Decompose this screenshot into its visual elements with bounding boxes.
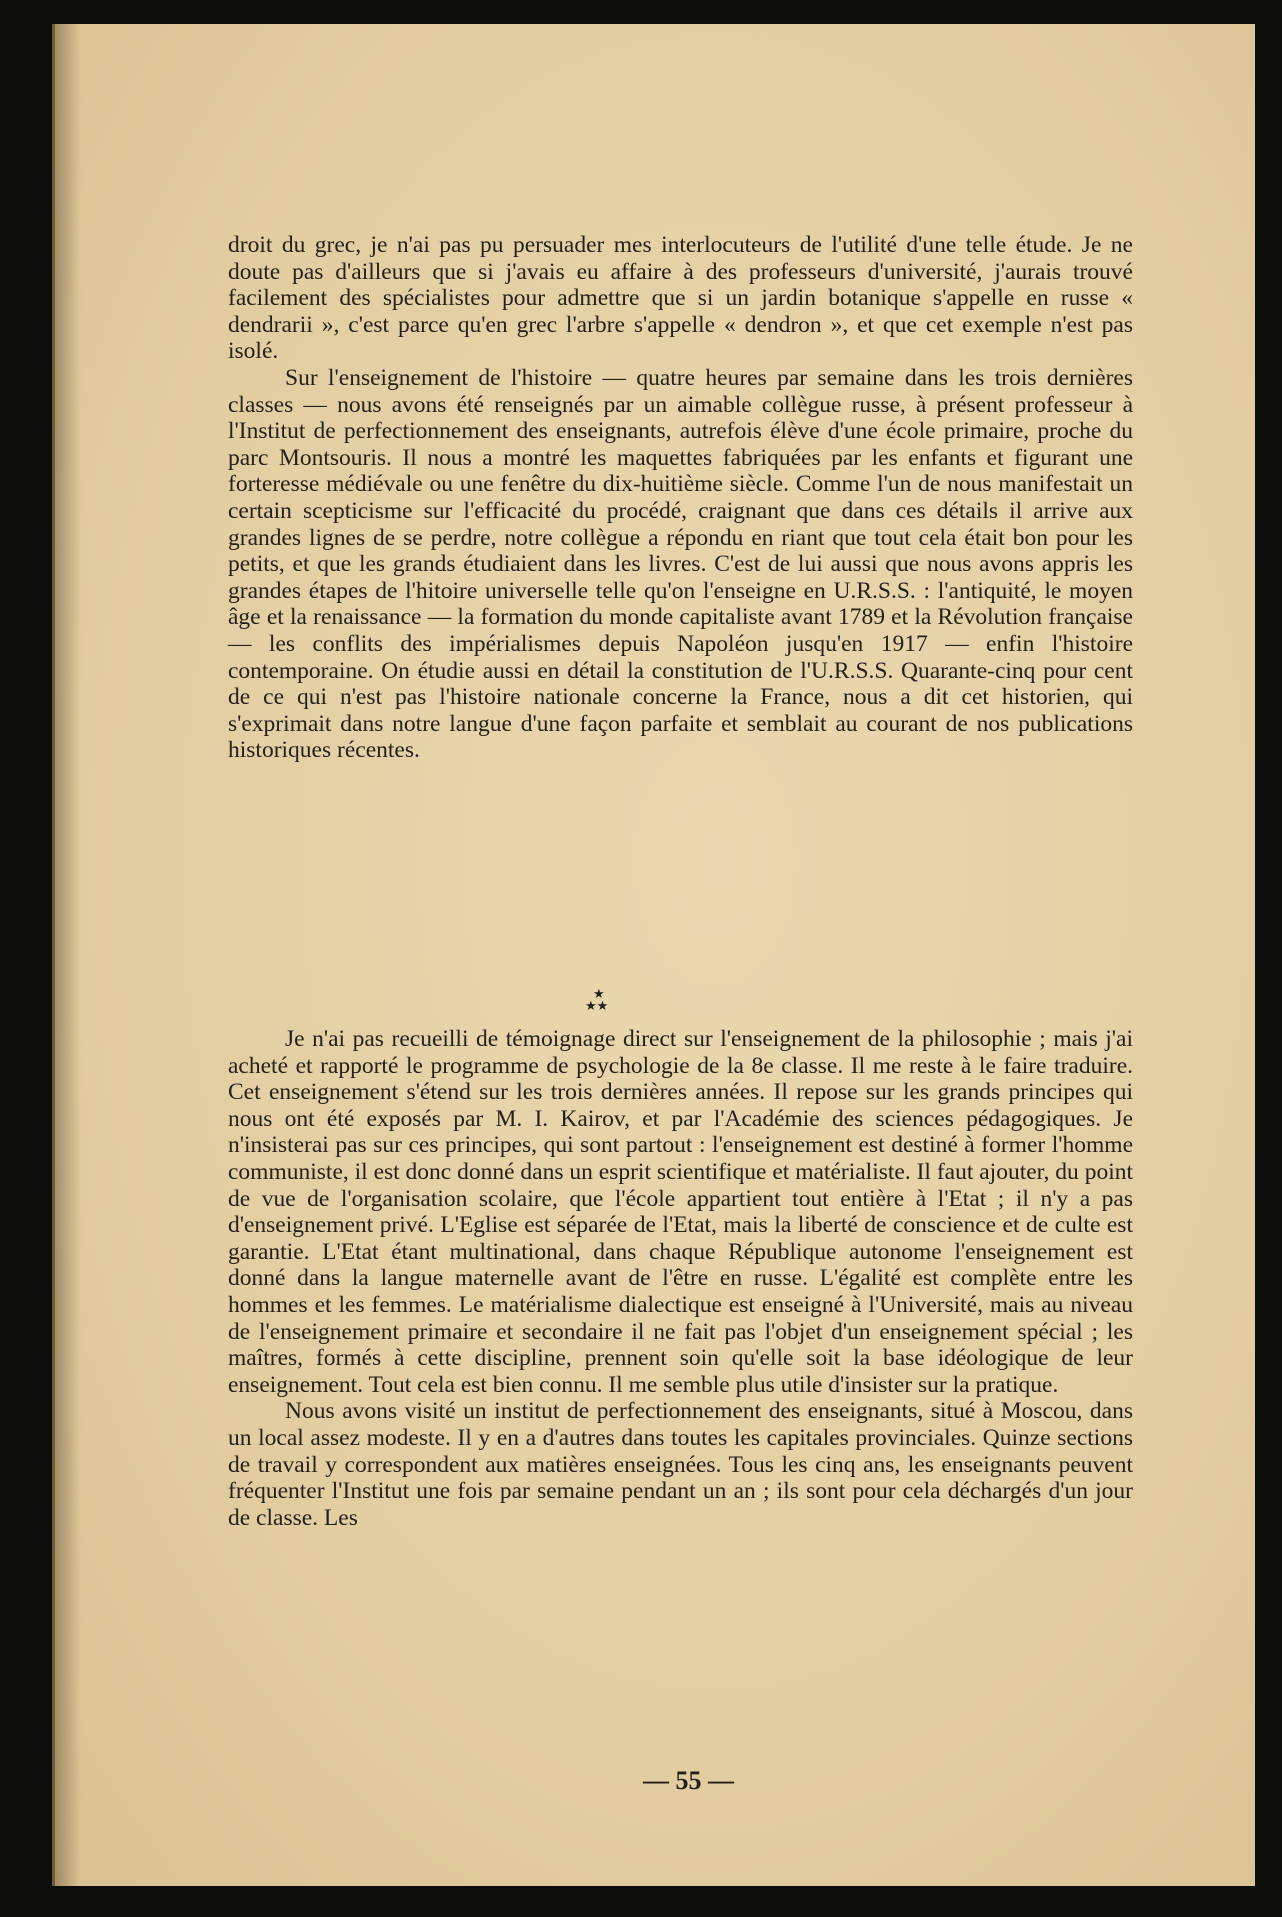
section-separator	[55, 989, 1237, 1013]
section-history	[228, 232, 1133, 764]
section-philosophy	[228, 1026, 1133, 1531]
separator-top-star: ★	[593, 987, 605, 1002]
paragraph-philosophy-teaching: Je n'ai pas recueilli de témoignage direct sur l'enseignement de la philosophie ; mais j'ai acheté et rapporté le programme de psychologie de la 8e classe. Il me reste à le faire traduire. Cet enseignement s'étend sur les trois dernières années. Il repose sur les grands principes qui nous ont été exposés par M. I. Kairov, et par l'Académie des sciences pédagogiques. Je n'insisterai pas sur ces principes, qui sont partout : l'enseignement est destiné à former l'homme communiste, il est donc donné dans un esprit scientifique et matérialiste. Il faut ajouter, du point de vue de l'organisation scolaire, que l'école appartient tout entière à l'Etat ; il n'y a pas d'enseignement privé. L'Eglise est séparée de l'Etat, mais la liberté de conscience et de culte est garantie. L'Etat étant multinational, dans chaque République autonome l'enseignement est donné dans la langue maternelle avant de l'être en russe. L'égalité est complète entre les hommes et les femmes. Le matérialisme dialectique est enseigné à l'Université, mais au niveau de l'enseignement primaire et secondaire il ne fait pas l'objet d'un enseignement spécial ; les maîtres, formés à cette discipline, prennent soin qu'elle soit la base idéologique de leur enseignement. Tout cela est bien connu. Il me semble plus utile d'insister sur la pratique.	[228, 1026, 1133, 1398]
paragraph-history-teaching: Sur l'enseignement de l'histoire — quatre heures par semaine dans les trois dernières classes — nous avons été renseignés par un aimable collègue russe, à présent professeur à l'Institut de perfectionnement des enseignants, autrefois élève d'une école primaire, proche du parc Montsouris. Il nous a montré les maquettes fabriquées par les enfants et figurant une forteresse médiévale ou une fenêtre du dix-huitième siècle. Comme l'un de nous manifestait un certain scepticisme sur l'efficacité du procédé, craignant que dans ces détails il arrive aux grandes lignes de se perdre, notre collègue a répondu en riant que tout cela était bon pour les petits, et que les grands étudiaient dans les livres. C'est de lui aussi que nous avons appris les grandes étapes de l'hitoire universelle telle qu'on l'enseigne en U.R.S.S. : l'antiquité, le moyen âge et la renaissance — la formation du monde capitaliste avant 1789 et la Révolution française — les conflits des impérialismes depuis Napoléon jusqu'en 1917 — enfin l'histoire contemporaine. On étudie aussi en détail la constitution de l'U.R.S.S. Quarante-cinq pour cent de ce qui n'est pas l'histoire nationale concerne la France, nous a dit cet historien, qui s'exprimait dans notre langue d'une façon parfaite et semblait au courant de nos publications historiques récentes.	[228, 364, 1133, 764]
book-page	[52, 24, 1255, 1886]
paragraph-institute-visit: Nous avons visité un institut de perfectionnement des enseignants, situé à Moscou, dans un local assez modeste. Il y en a d'autres dans toutes les capitales provinciales. Quinze sections de travail y correspondent aux matières enseignées. Tous les cinq ans, les enseignants peuvent fréquenter l'Institut une fois par semaine pendant un an ; ils sont pour cela déchargés d'un jour de classe. Les	[228, 1398, 1133, 1531]
separator-bottom-stars: ★★	[585, 999, 609, 1014]
page-number: — 55 —	[643, 1766, 734, 1795]
paragraph-greek-continuation: droit du grec, je n'ai pas pu persuader mes interlocuteurs de l'utilité d'une telle étude. Je ne doute pas d'ailleurs que si j'avais eu affaire à des professeurs d'université, j'aurais trouvé facilement des spécialistes pour admettre que si un jardin botanique s'appelle en russe « dendrarii », c'est parce qu'en grec l'arbre s'appelle « dendron », et que cet exemple n'est pas isolé.	[228, 232, 1133, 365]
